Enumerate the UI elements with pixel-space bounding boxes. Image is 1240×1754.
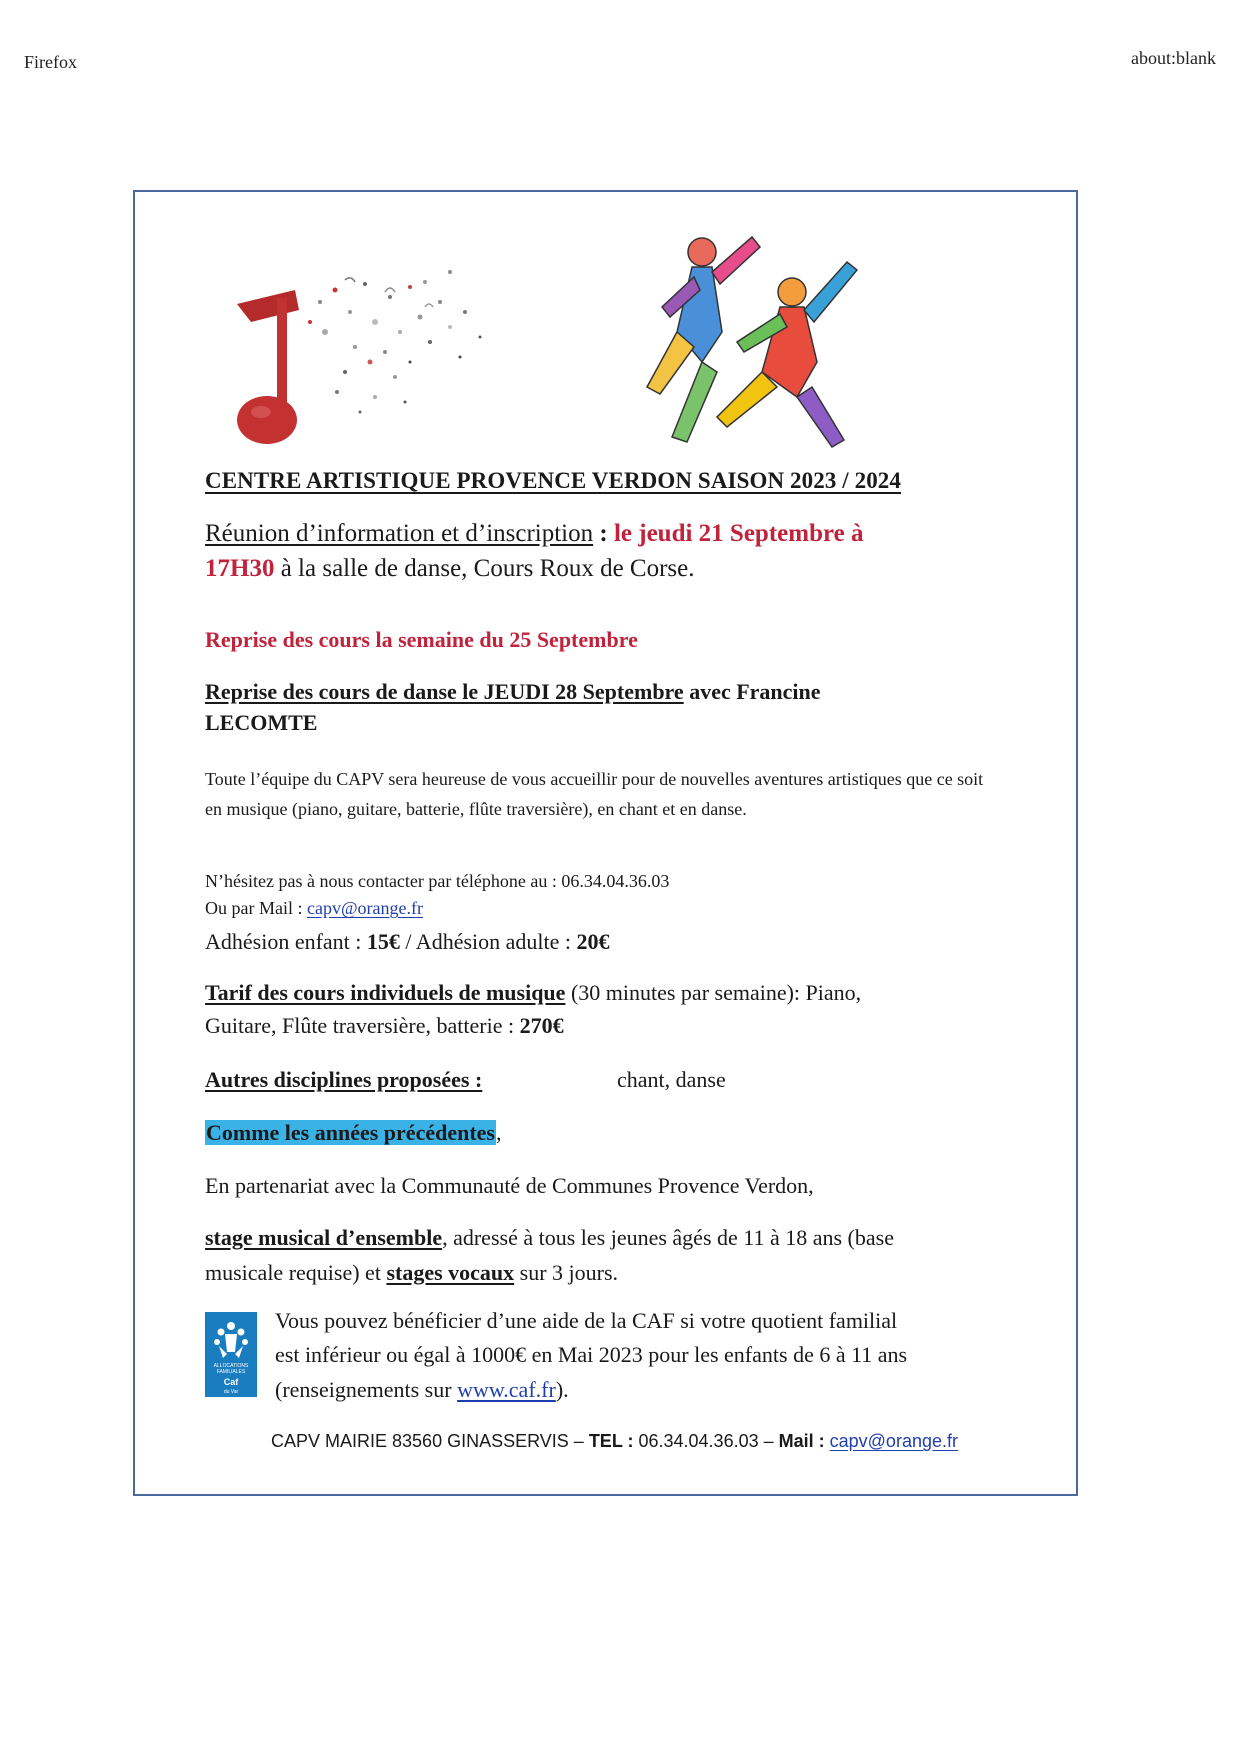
contact-mail-link[interactable]: capv@orange.fr — [306, 898, 423, 918]
meeting-line-1 — [205, 520, 863, 548]
comme-line — [205, 1120, 502, 1146]
tarif-price: 270€ — [519, 1013, 564, 1038]
red-note-shape — [237, 290, 299, 444]
tarif-label: Tarif des cours individuels de musique — [205, 980, 566, 1005]
stage-text-b: musicale requise) et — [205, 1260, 387, 1285]
contact-phone: N’hésitez pas à nous contacter par téléphone au : 06.34.04.36.03 — [205, 871, 670, 891]
footer-tel: 06.34.04.36.03 – — [633, 1431, 779, 1451]
stage-line-1 — [205, 1225, 894, 1251]
stage-text-a: , adressé à tous les jeunes âgés de 11 à 18 ans (base — [442, 1225, 894, 1250]
autres-value: chant, danse — [617, 1067, 726, 1092]
footer-tel-label: TEL : — [588, 1431, 634, 1451]
meeting-colon: : — [593, 520, 614, 547]
music-note-illustration — [225, 262, 505, 462]
caf-line-1: Vous pouvez bénéficier d’une aide de la CAF si votre quotient familial — [275, 1308, 898, 1333]
caf-logo — [205, 1312, 257, 1397]
confetti-particles — [308, 270, 482, 414]
page-url: about:blank — [1131, 48, 1216, 68]
dance-teacher-b: LECOMTE — [205, 710, 318, 735]
fee-child-price: 15€ — [366, 929, 400, 954]
tarif-line-2 — [205, 1013, 564, 1039]
meeting-line-2 — [205, 555, 695, 583]
caf-logo-text-4: du Var — [223, 1389, 239, 1395]
dance-teacher-a: avec Francine — [683, 679, 821, 704]
dancer-right — [717, 262, 857, 447]
footer-contact — [271, 1431, 958, 1452]
caf-website-link[interactable]: www.caf.fr — [457, 1377, 556, 1402]
caf-line-2: est inférieur ou égal à 1000€ en Mai 2023 pour les enfants de 6 à 11 ans — [275, 1342, 908, 1367]
dance-label: Reprise des cours de danse le JEUDI 28 Septembre — [205, 679, 684, 704]
contact-mail-line — [205, 898, 423, 919]
stage-line-2 — [205, 1260, 618, 1286]
membership-fees — [205, 929, 610, 955]
flyer-title: CENTRE ARTISTIQUE PROVENCE VERDON SAISON 2023 / 2024 — [205, 468, 902, 493]
stage-vocal-label: stages vocaux — [386, 1260, 515, 1285]
meeting-label: Réunion d’information et d’inscription — [205, 520, 594, 547]
partenariat-line: En partenariat avec la Communauté de Communes Provence Verdon, — [205, 1173, 814, 1198]
caf-logo-text-2: FAMILIALES — [216, 1369, 246, 1375]
caf-logo-text-1: ALLOCATIONS — [213, 1363, 249, 1369]
tarif-detail-a: (30 minutes par semaine): Piano, — [565, 980, 862, 1005]
dancers-illustration — [632, 222, 882, 467]
autres-label: Autres disciplines proposées : — [205, 1067, 483, 1092]
stage-label: stage musical d’ensemble — [205, 1225, 443, 1250]
fee-child-label: Adhésion enfant : — [205, 929, 367, 954]
reprise-cours: Reprise des cours la semaine du 25 Septembre — [205, 627, 638, 652]
meeting-date: le jeudi 21 Septembre à — [613, 520, 864, 547]
comme-highlight: Comme les années précédentes — [206, 1120, 495, 1145]
footer-address: CAPV MAIRIE 83560 GINASSERVIS – — [271, 1431, 589, 1451]
tarif-detail-b: Guitare, Flûte traversière, batterie : — [205, 1013, 520, 1038]
footer-mail-label: Mail : — [778, 1431, 825, 1451]
caf-line-3 — [275, 1377, 569, 1403]
contact-mail-label: Ou par Mail : — [205, 898, 307, 918]
meeting-time: 17H30 — [205, 555, 275, 582]
team-paragraph: Toute l’équipe du CAPV sera heureuse de vous accueillir pour de nouvelles aventures artistiques que ce soit en musique (piano, guitare, batterie, flûte traversière), en chant et en danse. — [205, 769, 984, 819]
fee-adult-price: 20€ — [576, 929, 610, 954]
stage-text-c: sur 3 jours. — [514, 1260, 619, 1285]
fee-separator: / Adhésion adulte : — [399, 929, 577, 954]
comme-tail: , — [496, 1120, 502, 1145]
caf-line-3-b: ). — [555, 1377, 569, 1402]
dance-line-1 — [205, 679, 821, 705]
caf-line-3-a: (renseignements sur — [275, 1377, 458, 1402]
tarif-line-1 — [205, 980, 861, 1006]
browser-name: Firefox — [24, 52, 77, 72]
footer-mail-link[interactable]: capv@orange.fr — [829, 1431, 958, 1451]
caf-logo-text-3: Caf — [223, 1377, 239, 1387]
meeting-place: à la salle de danse, Cours Roux de Corse. — [274, 555, 695, 582]
